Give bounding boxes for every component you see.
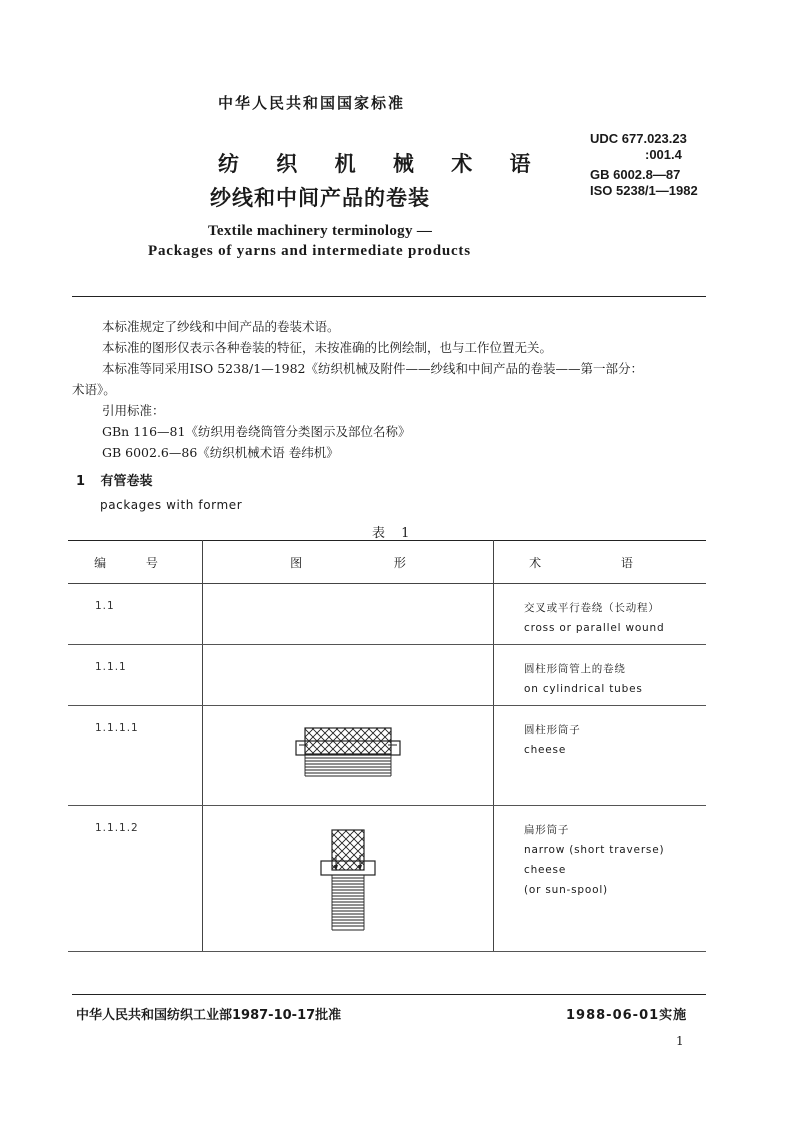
cheese-figure [293, 725, 403, 795]
table-row [68, 706, 706, 806]
row-number: 1.1.1.1 [68, 706, 203, 806]
header-number: 编 号 [68, 541, 203, 584]
section-number: 1 [76, 474, 86, 489]
iso-code: ISO 5238/1—1982 [590, 183, 698, 198]
intro-scope: 本标准规定了纱线和中间产品的卷装术语。 [102, 319, 340, 334]
row-term [494, 584, 707, 645]
term-cn: 扁形筒子 [524, 824, 570, 836]
effective-date: 1988-06-01实施 [566, 1008, 688, 1023]
title-en-main: Textile machinery terminology — [208, 223, 433, 239]
term-en: cheese [524, 744, 567, 756]
term-cn: 交叉或平行卷绕（长动程） [524, 602, 660, 614]
row-term [494, 645, 707, 706]
title-cn-main: 纺 织 机 械 术 语 [218, 152, 546, 176]
row-figure [203, 806, 494, 952]
term-en: on cylindrical tubes [524, 683, 643, 695]
intro-figure-note: 本标准的图形仅表示各种卷装的特征，未按准确的比例绘制，也与工作位置无关。 [102, 340, 553, 355]
table-row [68, 645, 706, 706]
section-heading [76, 470, 153, 489]
intro-equivalence-cont: 术语》。 [72, 382, 116, 397]
intro-references-label: 引用标准： [102, 403, 165, 418]
table-caption: 表 1 [372, 526, 416, 541]
header-term: 术 语 [529, 555, 671, 570]
term-en: cross or parallel wound [524, 622, 665, 634]
intro-reference-1: GBn 116—81《纺织用卷绕筒管分类图示及部位名称》 [102, 424, 411, 439]
row-number: 1.1.1.2 [68, 806, 203, 952]
term-cn: 圆柱形筒子 [524, 724, 581, 736]
udc-code: UDC 677.023.23 [590, 131, 687, 146]
table-row [68, 584, 706, 645]
row-figure [203, 645, 494, 706]
page-number: 1 [676, 1034, 684, 1048]
term-cn: 圆柱形筒管上的卷绕 [524, 663, 626, 675]
header-figure: 图 形 [203, 541, 494, 584]
table-row [68, 806, 706, 952]
section-title: 有管卷装 [100, 474, 153, 489]
intro-equivalence: 本标准等同采用ISO 5238/1—1982《纺织机械及附件——纱线和中间产品的卷装——第一部分： [102, 361, 644, 376]
intro-reference-2: GB 6002.6—86《纺织机械术语 卷纬机》 [102, 445, 339, 460]
header-rule [72, 296, 706, 297]
term-en: narrow (short traverse) cheese [524, 844, 665, 876]
row-figure [203, 584, 494, 645]
title-en-sub: Packages of yarns and intermediate products [148, 243, 471, 259]
row-number: 1.1.1 [68, 645, 203, 706]
terms-table [68, 540, 706, 952]
standard-body: 中华人民共和国国家标准 [218, 94, 406, 112]
row-figure [203, 706, 494, 806]
footer-rule [72, 994, 706, 995]
row-number: 1.1 [68, 584, 203, 645]
introduction [72, 316, 712, 463]
gb-code: GB 6002.8—87 [590, 167, 681, 182]
row-term [494, 806, 707, 952]
section-subtitle-en: packages with former [100, 498, 243, 512]
title-cn-sub: 纱线和中间产品的卷装 [210, 186, 430, 210]
classification-codes [590, 131, 698, 199]
udc-code-suffix: :001.4 [645, 147, 682, 162]
term-en-alt: (or sun-spool) [524, 884, 608, 896]
approval-line: 中华人民共和国纺织工业部1987-10-17批准 [76, 1008, 342, 1023]
sun-spool-figure [318, 827, 378, 937]
table-header-row [68, 541, 706, 584]
row-term [494, 706, 707, 806]
